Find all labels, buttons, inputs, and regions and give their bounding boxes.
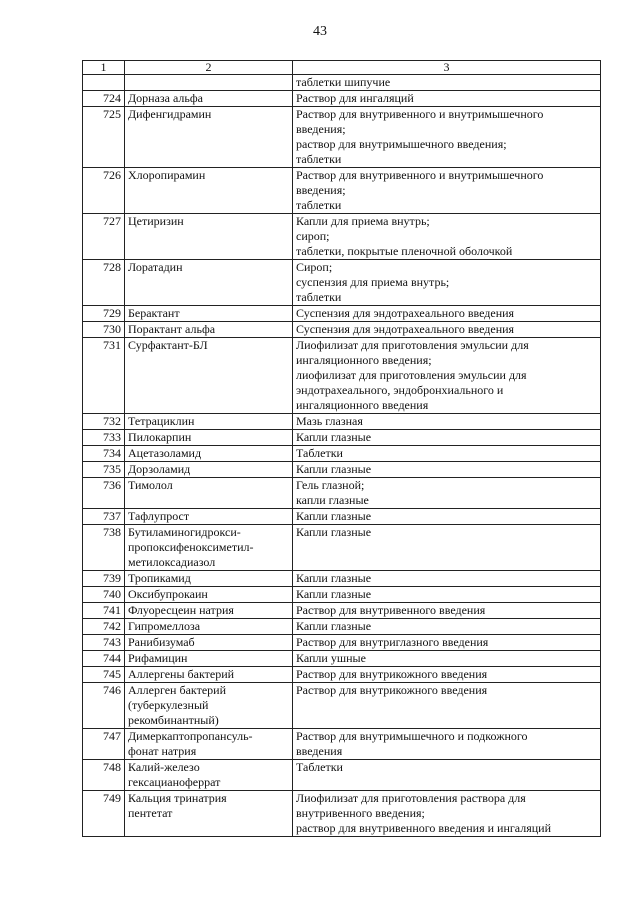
dosage-form-line: эндотрахеального, эндобронхиального и bbox=[296, 383, 504, 397]
table-row bbox=[83, 587, 601, 603]
drug-name-cell bbox=[125, 791, 293, 837]
dosage-form-line: Мазь глазная bbox=[296, 414, 363, 428]
dosage-form-line: Лиофилизат для приготовления эмульсии для bbox=[296, 338, 529, 352]
dosage-form-cell bbox=[293, 168, 601, 214]
drug-name-cell bbox=[125, 760, 293, 791]
dosage-form-line: раствор для внутривенного введения и ингаляций bbox=[296, 821, 551, 835]
drug-name-cell bbox=[125, 462, 293, 478]
drug-name-cell bbox=[125, 683, 293, 729]
drug-name-cell bbox=[125, 260, 293, 306]
dosage-form-line: Раствор для внутрикожного введения bbox=[296, 667, 488, 681]
drug-name-cell bbox=[125, 430, 293, 446]
drug-name-line: Тетрациклин bbox=[128, 414, 195, 428]
drug-name-cell bbox=[125, 651, 293, 667]
row-number: 733 bbox=[83, 430, 125, 446]
table-row bbox=[83, 635, 601, 651]
table-row bbox=[83, 729, 601, 760]
table-row bbox=[83, 260, 601, 306]
dosage-form-cell bbox=[293, 107, 601, 168]
drug-name-line: метилоксадиазол bbox=[128, 555, 216, 569]
dosage-form-line: ингаляционного введения bbox=[296, 398, 429, 412]
dosage-form-line: Лиофилизат для приготовления раствора для bbox=[296, 791, 526, 805]
dosage-form-cell bbox=[293, 619, 601, 635]
dosage-form-line: Суспензия для эндотрахеального введения bbox=[296, 322, 515, 336]
dosage-form-cell bbox=[293, 635, 601, 651]
dosage-form-line: Сироп; bbox=[296, 260, 333, 274]
drug-name-cell bbox=[125, 414, 293, 430]
medication-table bbox=[82, 60, 601, 837]
dosage-form-cell bbox=[293, 667, 601, 683]
drug-name-line: Лоратадин bbox=[128, 260, 183, 274]
row-number: 728 bbox=[83, 260, 125, 306]
row-number: 739 bbox=[83, 571, 125, 587]
dosage-form-line: Капли ушные bbox=[296, 651, 366, 665]
dosage-form-line: суспензия для приема внутрь; bbox=[296, 275, 450, 289]
dosage-form-line: Раствор для внутривенного и внутримышечного bbox=[296, 168, 544, 182]
drug-name-cell bbox=[125, 587, 293, 603]
drug-name-cell bbox=[125, 667, 293, 683]
dosage-form-line: Капли глазные bbox=[296, 587, 372, 601]
dosage-form-line: внутривенного введения; bbox=[296, 806, 425, 820]
dosage-form-line: Раствор для внутримышечного и подкожного bbox=[296, 729, 528, 743]
drug-name-cell bbox=[125, 322, 293, 338]
dosage-form-line: Раствор для внутривенного и внутримышечного bbox=[296, 107, 544, 121]
drug-name-cell bbox=[125, 478, 293, 509]
row-number: 736 bbox=[83, 478, 125, 509]
row-number: 747 bbox=[83, 729, 125, 760]
table-row bbox=[83, 478, 601, 509]
dosage-form-line: ингаляционного введения; bbox=[296, 353, 432, 367]
dosage-form-cell bbox=[293, 306, 601, 322]
dosage-form-line: таблетки шипучие bbox=[296, 75, 391, 89]
dosage-form-line: Раствор для внутрикожного введения bbox=[296, 683, 488, 697]
row-number: 746 bbox=[83, 683, 125, 729]
drug-name-line: пропоксифеноксиметил- bbox=[128, 540, 254, 554]
row-number: 731 bbox=[83, 338, 125, 414]
dosage-form-cell bbox=[293, 414, 601, 430]
dosage-form-cell bbox=[293, 587, 601, 603]
drug-name-cell bbox=[125, 635, 293, 651]
table-row bbox=[83, 791, 601, 837]
dosage-form-line: Таблетки bbox=[296, 760, 343, 774]
dosage-form-cell bbox=[293, 75, 601, 91]
drug-name-cell bbox=[125, 107, 293, 168]
row-number: 726 bbox=[83, 168, 125, 214]
row-number: 730 bbox=[83, 322, 125, 338]
drug-name-line: Кальция тринатрия bbox=[128, 791, 227, 805]
row-number: 748 bbox=[83, 760, 125, 791]
table-row bbox=[83, 306, 601, 322]
drug-name-cell bbox=[125, 91, 293, 107]
drug-name-line: Ацетазоламид bbox=[128, 446, 202, 460]
dosage-form-line: сироп; bbox=[296, 229, 330, 243]
drug-name-line: Аллерген бактерий bbox=[128, 683, 226, 697]
dosage-form-line: раствор для внутримышечного введения; bbox=[296, 137, 507, 151]
drug-name-cell bbox=[125, 525, 293, 571]
dosage-form-cell bbox=[293, 260, 601, 306]
dosage-form-line: Суспензия для эндотрахеального введения bbox=[296, 306, 515, 320]
table-row bbox=[83, 322, 601, 338]
dosage-form-cell bbox=[293, 603, 601, 619]
dosage-form-line: Капли для приема внутрь; bbox=[296, 214, 430, 228]
table-row bbox=[83, 462, 601, 478]
drug-name-line: рекомбинантный) bbox=[128, 713, 219, 727]
drug-name-line: Цетиризин bbox=[128, 214, 184, 228]
drug-name-line: Калий-железо bbox=[128, 760, 200, 774]
dosage-form-line: введения bbox=[296, 744, 343, 758]
dosage-form-cell bbox=[293, 571, 601, 587]
drug-name-cell bbox=[125, 571, 293, 587]
dosage-form-line: таблетки bbox=[296, 152, 342, 166]
row-number: 742 bbox=[83, 619, 125, 635]
dosage-form-line: Таблетки bbox=[296, 446, 343, 460]
drug-name-line: Порактант альфа bbox=[128, 322, 216, 336]
table-row bbox=[83, 651, 601, 667]
dosage-form-cell bbox=[293, 791, 601, 837]
drug-name-line: Тропикамид bbox=[128, 571, 191, 585]
drug-name-line: Пилокарпин bbox=[128, 430, 192, 444]
drug-name-line: Тафлупрост bbox=[128, 509, 190, 523]
drug-name-line: Гипромеллоза bbox=[128, 619, 201, 633]
drug-name-cell bbox=[125, 214, 293, 260]
table-row bbox=[83, 760, 601, 791]
drug-name-cell bbox=[125, 75, 293, 91]
table-row bbox=[83, 525, 601, 571]
dosage-form-line: таблетки, покрытые пленочной оболочкой bbox=[296, 244, 513, 258]
dosage-form-line: капли глазные bbox=[296, 493, 369, 507]
drug-name-line: Бутиламиногидрокси- bbox=[128, 525, 241, 539]
row-number: 729 bbox=[83, 306, 125, 322]
table-row bbox=[83, 75, 601, 91]
dosage-form-cell bbox=[293, 446, 601, 462]
row-number: 743 bbox=[83, 635, 125, 651]
dosage-form-line: Раствор для внутривенного введения bbox=[296, 603, 486, 617]
column-header-number: 1 bbox=[83, 61, 125, 75]
table-row bbox=[83, 430, 601, 446]
table-row bbox=[83, 509, 601, 525]
dosage-form-cell bbox=[293, 430, 601, 446]
dosage-form-line: Капли глазные bbox=[296, 619, 372, 633]
dosage-form-cell bbox=[293, 729, 601, 760]
drug-name-line: Рифамицин bbox=[128, 651, 188, 665]
drug-name-line: Берактант bbox=[128, 306, 180, 320]
table-row bbox=[83, 619, 601, 635]
drug-name-cell bbox=[125, 168, 293, 214]
dosage-form-line: таблетки bbox=[296, 198, 342, 212]
row-number: 744 bbox=[83, 651, 125, 667]
table-row bbox=[83, 214, 601, 260]
dosage-form-line: Гель глазной; bbox=[296, 478, 365, 492]
table-row bbox=[83, 414, 601, 430]
dosage-form-cell bbox=[293, 322, 601, 338]
dosage-form-line: введения; bbox=[296, 183, 346, 197]
dosage-form-line: Капли глазные bbox=[296, 525, 372, 539]
table-header-row bbox=[83, 61, 601, 75]
table-row bbox=[83, 446, 601, 462]
drug-name-line: Ранибизумаб bbox=[128, 635, 195, 649]
column-header-name: 2 bbox=[125, 61, 293, 75]
dosage-form-line: Капли глазные bbox=[296, 571, 372, 585]
drug-name-line: Тимолол bbox=[128, 478, 173, 492]
row-number: 749 bbox=[83, 791, 125, 837]
drug-name-line: пентетат bbox=[128, 806, 173, 820]
dosage-form-line: лиофилизат для приготовления эмульсии для bbox=[296, 368, 527, 382]
column-header-form: 3 bbox=[293, 61, 601, 75]
table-row bbox=[83, 603, 601, 619]
drug-name-line: Оксибупрокаин bbox=[128, 587, 208, 601]
dosage-form-cell bbox=[293, 525, 601, 571]
dosage-form-cell bbox=[293, 509, 601, 525]
drug-name-line: Дифенгидрамин bbox=[128, 107, 212, 121]
page-number: 43 bbox=[313, 24, 327, 39]
table-row bbox=[83, 571, 601, 587]
drug-name-line: Аллергены бактерий bbox=[128, 667, 235, 681]
dosage-form-line: Раствор для внутриглазного введения bbox=[296, 635, 489, 649]
drug-name-line: гексацианоферрат bbox=[128, 775, 221, 789]
drug-name-line: фонат натрия bbox=[128, 744, 197, 758]
dosage-form-cell bbox=[293, 462, 601, 478]
dosage-form-cell bbox=[293, 683, 601, 729]
row-number: 732 bbox=[83, 414, 125, 430]
table-row bbox=[83, 91, 601, 107]
row-number: 738 bbox=[83, 525, 125, 571]
drug-name-cell bbox=[125, 338, 293, 414]
drug-name-cell bbox=[125, 306, 293, 322]
row-number: 727 bbox=[83, 214, 125, 260]
row-number: 740 bbox=[83, 587, 125, 603]
row-number: 745 bbox=[83, 667, 125, 683]
dosage-form-cell bbox=[293, 478, 601, 509]
row-number bbox=[83, 75, 125, 91]
row-number: 724 bbox=[83, 91, 125, 107]
drug-name-cell bbox=[125, 603, 293, 619]
drug-name-cell bbox=[125, 509, 293, 525]
dosage-form-cell bbox=[293, 338, 601, 414]
table-row bbox=[83, 168, 601, 214]
table-row bbox=[83, 667, 601, 683]
drug-name-line: Хлоропирамин bbox=[128, 168, 206, 182]
row-number: 741 bbox=[83, 603, 125, 619]
table-row bbox=[83, 683, 601, 729]
row-number: 725 bbox=[83, 107, 125, 168]
dosage-form-line: Капли глазные bbox=[296, 462, 372, 476]
drug-name-cell bbox=[125, 729, 293, 760]
drug-name-line: Дорназа альфа bbox=[128, 91, 203, 105]
dosage-form-line: Капли глазные bbox=[296, 430, 372, 444]
drug-name-line: Флуоресцеин натрия bbox=[128, 603, 234, 617]
table-row bbox=[83, 338, 601, 414]
drug-name-cell bbox=[125, 619, 293, 635]
dosage-form-cell bbox=[293, 651, 601, 667]
dosage-form-cell bbox=[293, 91, 601, 107]
table-row bbox=[83, 107, 601, 168]
row-number: 735 bbox=[83, 462, 125, 478]
dosage-form-line: таблетки bbox=[296, 290, 342, 304]
drug-name-line: Дорзоламид bbox=[128, 462, 191, 476]
row-number: 734 bbox=[83, 446, 125, 462]
dosage-form-line: Капли глазные bbox=[296, 509, 372, 523]
drug-name-cell bbox=[125, 446, 293, 462]
drug-name-line: Димеркаптопропансуль- bbox=[128, 729, 253, 743]
dosage-form-line: Раствор для ингаляций bbox=[296, 91, 414, 105]
dosage-form-cell bbox=[293, 760, 601, 791]
dosage-form-line: введения; bbox=[296, 122, 346, 136]
table-body bbox=[83, 75, 601, 837]
drug-name-line: Сурфактант-БЛ bbox=[128, 338, 208, 352]
drug-name-line: (туберкулезный bbox=[128, 698, 209, 712]
dosage-form-cell bbox=[293, 214, 601, 260]
row-number: 737 bbox=[83, 509, 125, 525]
